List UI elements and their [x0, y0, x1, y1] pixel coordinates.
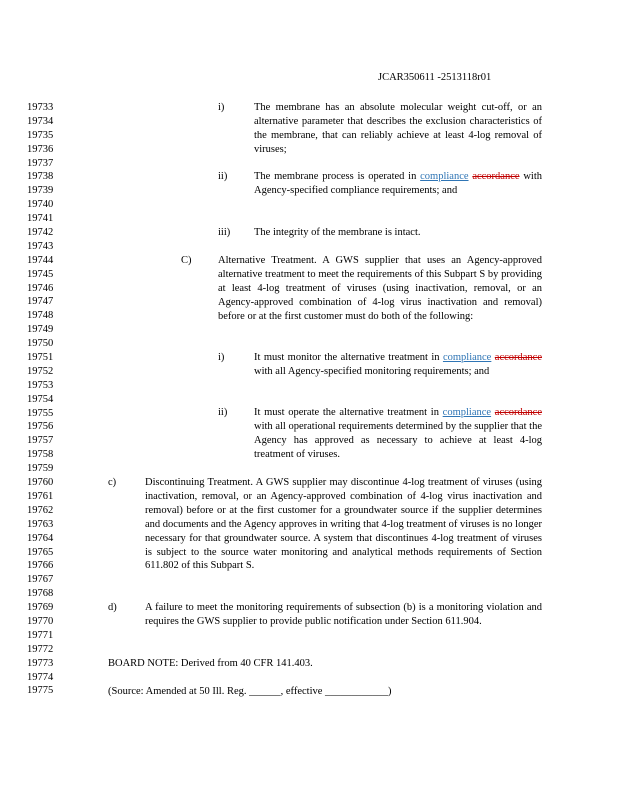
line-number: 19763 — [27, 518, 54, 530]
line-number: 19760 — [27, 477, 54, 489]
paragraph-text: It must operate the alternative treatment in — [254, 407, 443, 418]
board-note: BOARD NOTE: Derived from 40 CFR 141.403. — [108, 658, 313, 669]
line-number: 19764 — [27, 532, 54, 544]
discontinuing-treatment-paragraph: Discontinuing Treatment. A GWS supplier may discontinue 4-log treatment of viruses (using inactivation, removal, or an Agency-approved combination of 4-log virus inactivation and removal) before or at the first customer for a groundwater source if the supplier determines and documents and the Agency approves in writing that 4-log treatment of viruses is no longer necessary for that groundwater source. A system that discontinues 4-log treatment of viruses is subject to the source water monitoring and analytical methods requirements of Section 611.802 of this Subpart S. — [145, 477, 542, 572]
line-number: 19766 — [27, 560, 54, 572]
line-number: 19765 — [27, 546, 54, 558]
line-number: 19736 — [27, 143, 54, 155]
line-number: 19757 — [27, 435, 54, 447]
line-number: 19737 — [27, 157, 54, 169]
line-number: 19733 — [27, 102, 54, 113]
line-number: 19735 — [27, 129, 54, 141]
line-number: 19734 — [27, 115, 54, 127]
line-number: 19758 — [27, 449, 54, 461]
deleted-text: accordance — [494, 352, 542, 363]
line-number: 19775 — [27, 685, 54, 697]
item-label: ii) — [218, 407, 228, 418]
item-label: C) — [181, 255, 192, 266]
line-number: 19768 — [27, 588, 54, 600]
line-number: 19754 — [27, 393, 54, 405]
inserted-text: compliance — [442, 407, 492, 418]
line-number: 19747 — [27, 296, 54, 308]
item-label: i) — [218, 102, 225, 113]
line-number: 19774 — [27, 671, 54, 683]
item-label: ii) — [218, 171, 228, 182]
deleted-text: accordance — [472, 171, 520, 182]
line-number: 19762 — [27, 504, 54, 516]
line-number: 19755 — [27, 407, 54, 419]
line-number: 19741 — [27, 213, 54, 225]
line-number: 19750 — [27, 338, 54, 350]
monitor-treatment-paragraph — [254, 351, 542, 379]
item-label: c) — [108, 477, 117, 488]
deleted-text: accordance — [494, 407, 542, 418]
line-number: 19756 — [27, 421, 54, 433]
monitoring-failure-paragraph: A failure to meet the monitoring requirements of subsection (b) is a monitoring violation and requires the GWS supplier to provide public notification under Section 611.904. — [145, 602, 542, 627]
alternative-treatment-paragraph: Alternative Treatment. A GWS supplier that uses an Agency-approved alternative treatment to meet the requirements of this Subpart S by providing at least 4-log treatment of viruses (using inactivation, removal, or an Agency-approved combination of 4-log virus inactivation and removal) before or at the first customer must do both of the following: — [218, 255, 542, 322]
line-number: 19743 — [27, 240, 54, 252]
line-number: 19746 — [27, 282, 54, 294]
line-number: 19772 — [27, 643, 54, 655]
document-code: JCAR350611 -2513118r01 — [378, 72, 492, 83]
line-numbers — [27, 101, 67, 698]
item-label: d) — [108, 602, 117, 613]
line-number: 19753 — [27, 379, 54, 391]
line-number: 19742 — [27, 227, 54, 239]
paragraph-text: with all operational requirements determined by the supplier that the Agency has approved as necessary to achieve at least 4-log treatment of viruses. — [254, 420, 542, 460]
line-number: 19773 — [27, 657, 54, 669]
line-number: 19740 — [27, 199, 54, 211]
operate-treatment-paragraph — [254, 406, 542, 462]
paragraph-text: with all Agency-specified monitoring requirements; and — [254, 365, 490, 377]
membrane-integrity-paragraph: The integrity of the membrane is intact. — [254, 227, 421, 238]
line-number: 19761 — [27, 490, 54, 502]
membrane-cutoff-paragraph: The membrane has an absolute molecular weight cut-off, or an alternative parameter that describes the exclusion characteristics of the membrane, that can reliably achieve at least 4-log removal of viruses; — [254, 102, 542, 155]
line-number: 19770 — [27, 615, 54, 627]
line-number: 19771 — [27, 629, 54, 641]
line-number: 19749 — [27, 324, 54, 336]
source-note: (Source: Amended at 50 Ill. Reg. ______, effective ____________) — [108, 686, 392, 697]
paragraph-text: It must monitor the alternative treatment in — [254, 352, 443, 363]
line-number: 19739 — [27, 185, 54, 197]
line-number: 19769 — [27, 602, 54, 614]
paragraph-text: The membrane process is operated in — [254, 171, 421, 182]
item-label: iii) — [218, 227, 231, 238]
paragraph-text: with Agency-specified compliance requirements; and — [254, 171, 542, 196]
line-number: 19767 — [27, 574, 54, 586]
line-number: 19745 — [27, 268, 54, 280]
line-number: 19759 — [27, 463, 54, 475]
membrane-process-paragraph — [254, 170, 542, 198]
line-number: 19752 — [27, 365, 54, 377]
line-number: 19744 — [27, 254, 54, 266]
line-number: 19751 — [27, 352, 54, 364]
item-label: i) — [218, 352, 225, 363]
inserted-text: compliance — [420, 171, 469, 182]
line-number: 19748 — [27, 310, 54, 322]
line-number: 19738 — [27, 171, 54, 183]
inserted-text: compliance — [442, 352, 492, 363]
